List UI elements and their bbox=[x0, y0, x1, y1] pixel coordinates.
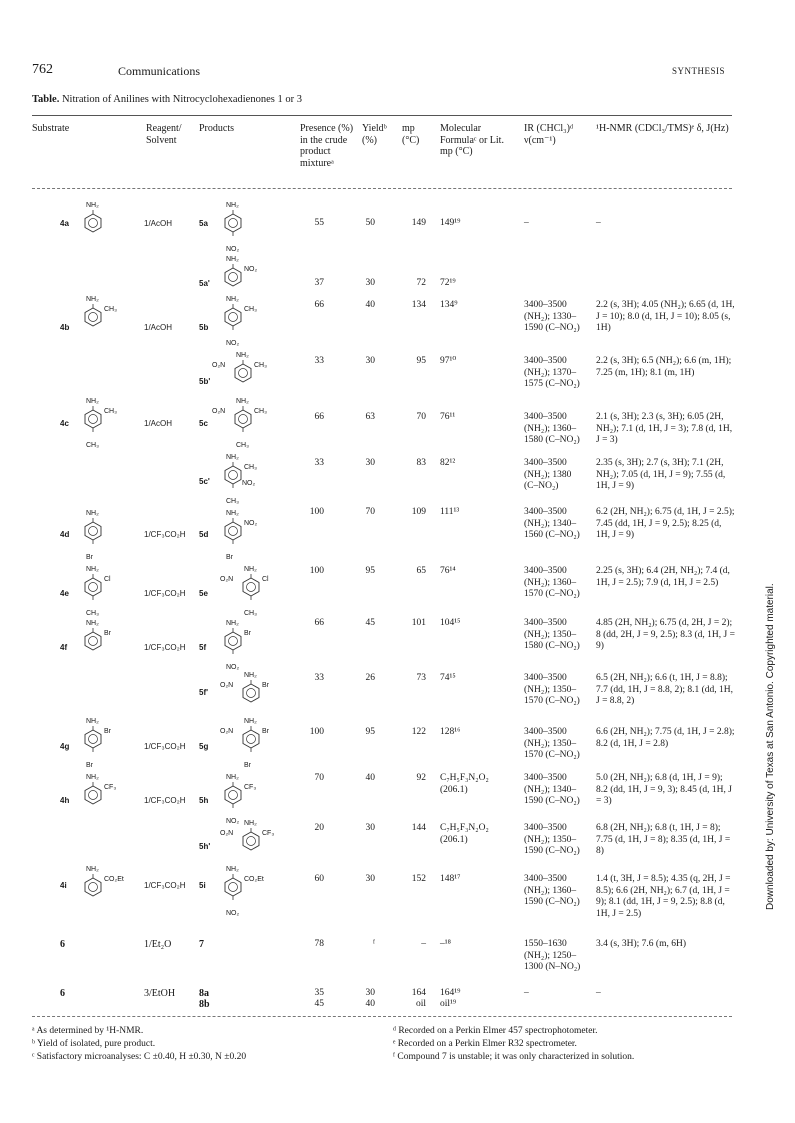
ir-cell: 3400–3500 (NH₂); 1380 (C–NO₂) bbox=[524, 458, 572, 491]
structure-4e: NH₂ Cl CH₃ bbox=[86, 566, 111, 617]
product-label: 5a bbox=[199, 219, 208, 228]
product-label: 5b bbox=[199, 323, 209, 332]
ir-cell: 3400–3500 (NH₂); 1360–1580 (C–NO₂) bbox=[524, 412, 580, 445]
ir-cell: 3400–3500 (NH₂); 1350–1590 (C–NO₂) bbox=[524, 823, 580, 856]
structure-5h-prime: O₂N NH₂ CF₃ bbox=[240, 820, 268, 854]
yield-cell: 30 bbox=[365, 278, 375, 288]
formula-cell: 128¹⁶ bbox=[440, 727, 461, 737]
col-yield: Yieldᵇ (%) bbox=[362, 123, 387, 146]
product-label: 5h' bbox=[199, 842, 211, 851]
formula-cell: 76¹⁴ bbox=[440, 566, 456, 576]
nmr-cell: 3.4 (s, 3H); 7.6 (m, 6H) bbox=[596, 939, 686, 949]
mp-cell: 101 bbox=[411, 618, 426, 628]
nmr-cell: 6.6 (2H, NH₂); 7.75 (d, 1H, J = 2.8); 8.2 (d, 1H, J = 2.8) bbox=[596, 727, 735, 749]
reagent-cell: 1/CF₃CO₂H bbox=[144, 742, 186, 751]
product-label: 8a bbox=[199, 988, 209, 999]
yield-cell: 30 bbox=[365, 874, 375, 884]
mp-cell: 65 bbox=[416, 566, 426, 576]
ir-cell: 3400–3500 (NH₂); 1340–1560 (C–NO₂) bbox=[524, 507, 580, 540]
product-label: 5a' bbox=[199, 279, 210, 288]
formula-cell: 97¹⁰ bbox=[440, 356, 457, 366]
nmr-cell: 6.5 (2H, NH₂); 6.6 (t, 1H, J = 8.8); 7.7 (dd, 1H, J = 8.8, 2); 8.1 (dd, 1H, J = 8.8, 2) bbox=[596, 673, 734, 706]
structure-5a: NH₂ NO₂ bbox=[226, 202, 240, 253]
mp-cell: oil bbox=[415, 999, 426, 1009]
structure-5c-prime: NH₂ CH₃ NO₂ CH₃ bbox=[226, 454, 257, 505]
formula-cell: oil¹⁹ bbox=[440, 999, 457, 1009]
structure-5b-prime: O₂N NH₂ CH₃ bbox=[232, 352, 260, 386]
section-title: Communications bbox=[118, 64, 200, 78]
formula-cell: –¹⁸ bbox=[440, 939, 451, 949]
reagent-cell: 1/AcOH bbox=[144, 419, 173, 428]
yield-cell: 40 bbox=[365, 999, 375, 1009]
ir-cell: 3400–3500 (NH₂); 1370–1575 (C–NO₂) bbox=[524, 356, 580, 389]
reagent-cell: 3/EtOH bbox=[144, 988, 176, 999]
presence-cell: 20 bbox=[314, 823, 324, 833]
substrate-label: 4e bbox=[60, 589, 69, 598]
substrate-label: 4i bbox=[60, 881, 67, 890]
formula-cell: 74¹⁵ bbox=[440, 673, 456, 683]
yield-cell: 50 bbox=[365, 218, 375, 228]
yield-cell: 26 bbox=[365, 673, 375, 683]
ir-cell: 3400–3500 (NH₂); 1360–1590 (C–NO₂) bbox=[524, 874, 580, 907]
yield-cell: 30 bbox=[365, 988, 375, 998]
mp-cell: 144 bbox=[411, 823, 426, 833]
caption-text: Nitration of Anilines with Nitrocyclohexadienones 1 or 3 bbox=[59, 94, 302, 105]
presence-cell: 100 bbox=[309, 727, 324, 737]
product-label: 5d bbox=[199, 530, 209, 539]
nmr-cell: 6.8 (2H, NH₂); 6.8 (t, 1H, J = 8); 7.75 (d, 1H, J = 8); 8.35 (d, 1H, J = 8) bbox=[596, 823, 731, 856]
structure-4i: NH₂ CO₂Et bbox=[82, 866, 110, 900]
footnote-f: ᶠ Compound 7 is unstable; it was only characterized in solution. bbox=[393, 1052, 635, 1062]
col-nmr: ¹H-NMR (CDCl₃/TMS)ᵉ δ, J(Hz) bbox=[596, 123, 729, 134]
nmr-cell: 2.1 (s, 3H); 2.3 (s, 3H); 6.05 (2H, NH₂); 7.1 (d, 1H, J = 3); 7.8 (d, 1H, J = 3) bbox=[596, 412, 733, 445]
presence-cell: 66 bbox=[314, 300, 324, 310]
reagent-cell: 1/CF₃CO₂H bbox=[144, 881, 186, 890]
yield-cell: 63 bbox=[365, 412, 375, 422]
presence-cell: 35 bbox=[314, 988, 324, 998]
product-label: 5c' bbox=[199, 477, 210, 486]
mp-cell: 152 bbox=[411, 874, 426, 884]
formula-cell: C₇H₅F₃N₂O₂ (206.1) bbox=[440, 773, 489, 795]
ir-cell: 3400–3500 (NH₂); 1350–1570 (C–NO₂) bbox=[524, 727, 580, 760]
col-ir: IR (CHCl₃)ᵈ ν(cm⁻¹) bbox=[524, 123, 574, 146]
col-mp: mp (°C) bbox=[402, 123, 420, 146]
reagent-cell: 1/Et₂O bbox=[144, 939, 172, 950]
structure-5i: NH₂ CO₂Et NO₂ bbox=[226, 866, 264, 917]
presence-cell: 55 bbox=[314, 218, 324, 228]
nmr-cell: 2.35 (s, 3H); 2.7 (s, 3H); 7.1 (2H, NH₂); 7.05 (d, 1H, J = 9); 7.55 (d, 1H, J = 9) bbox=[596, 458, 726, 491]
presence-cell: 66 bbox=[314, 618, 324, 628]
yield-cell: 30 bbox=[365, 458, 375, 468]
mp-cell: 109 bbox=[411, 507, 426, 517]
nmr-cell: 5.0 (2H, NH₂); 6.8 (d, 1H, J = 9); 8.2 (dd, 1H, J = 9, 3); 8.45 (d, 1H, J = 3) bbox=[596, 773, 732, 806]
header-rule bbox=[32, 188, 732, 189]
formula-cell: C₇H₅F₃N₂O₂ (206.1) bbox=[440, 823, 489, 845]
formula-cell: 148¹⁷ bbox=[440, 874, 461, 884]
mp-cell: 95 bbox=[416, 356, 426, 366]
ir-cell: 3400–3500 (NH₂); 1350–1580 (C–NO₂) bbox=[524, 618, 580, 651]
col-reagent: Reagent/ Solvent bbox=[146, 123, 182, 146]
structure-4c: NH₂ CH₃ CH₃ bbox=[86, 398, 117, 449]
presence-cell: 37 bbox=[314, 278, 324, 288]
reagent-cell: 1/CF₃CO₂H bbox=[144, 589, 186, 598]
presence-cell: 60 bbox=[314, 874, 324, 884]
yield-cell: 45 bbox=[365, 618, 375, 628]
nmr-cell: 2.2 (s, 3H); 4.05 (NH₂); 6.65 (d, 1H, J = 10); 8.0 (d, 1H, J = 10); 8.05 (s, 1H) bbox=[596, 300, 735, 333]
mp-cell: 72 bbox=[416, 278, 426, 288]
mp-cell: 164 bbox=[411, 988, 426, 998]
yield-cell: 30 bbox=[365, 356, 375, 366]
presence-cell: 70 bbox=[314, 773, 324, 783]
presence-cell: 78 bbox=[314, 939, 324, 949]
structure-5c: O₂N NH₂ CH₃ CH₃ bbox=[212, 398, 267, 449]
formula-cell: 76¹¹ bbox=[440, 412, 456, 422]
presence-cell: 100 bbox=[309, 507, 324, 517]
mp-cell: 122 bbox=[411, 727, 426, 737]
page-number: 762 bbox=[32, 62, 53, 77]
substrate-label: 4d bbox=[60, 530, 70, 539]
ir-cell: 3400–3500 (NH₂); 1350–1570 (C–NO₂) bbox=[524, 673, 580, 706]
mp-cell: – bbox=[421, 939, 426, 949]
product-label: 5c bbox=[199, 419, 208, 428]
product-label: 5i bbox=[199, 881, 206, 890]
product-label: 5e bbox=[199, 589, 208, 598]
yield-cell: 40 bbox=[365, 773, 375, 783]
reagent-cell: 1/CF₃CO₂H bbox=[144, 796, 186, 805]
product-label: 5b' bbox=[199, 377, 211, 386]
yield-cell: 70 bbox=[365, 507, 375, 517]
structure-4a: NH₂ bbox=[82, 202, 110, 236]
reagent-cell: 1/AcOH bbox=[144, 323, 173, 332]
structure-5e: O₂N NH₂ Cl CH₃ bbox=[220, 566, 269, 617]
journal-name: SYNTHESIS bbox=[671, 66, 725, 76]
footnote-a: ᵃ As determined by ¹H-NMR. bbox=[32, 1026, 144, 1036]
formula-cell: 149¹⁹ bbox=[440, 218, 461, 228]
formula-cell: 104¹⁵ bbox=[440, 618, 461, 628]
table-caption bbox=[32, 94, 302, 105]
ir-cell: – bbox=[524, 218, 529, 228]
table-top-rule bbox=[32, 115, 732, 116]
nmr-cell: – bbox=[596, 218, 601, 228]
reagent-cell: 1/AcOH bbox=[144, 219, 173, 228]
product-label: 5g bbox=[199, 742, 209, 751]
formula-cell: 134⁹ bbox=[440, 300, 458, 310]
presence-cell: 33 bbox=[314, 458, 324, 468]
product-label: 5f' bbox=[199, 688, 209, 697]
col-substrate: Substrate bbox=[32, 123, 70, 134]
presence-cell: 33 bbox=[314, 673, 324, 683]
structure-5d: NH₂ NO₂ Br bbox=[226, 510, 258, 561]
formula-cell: 164¹⁹ bbox=[440, 988, 461, 998]
structure-5b: NH₂ CH₃ NO₂ bbox=[226, 296, 257, 347]
structure-4b: NH₂ CH₃ bbox=[82, 296, 110, 330]
structure-4f: NH₂ Br bbox=[82, 620, 110, 654]
substrate-label: 4b bbox=[60, 323, 70, 332]
yield-cell: ᶠ bbox=[373, 939, 375, 949]
mp-cell: 70 bbox=[416, 412, 426, 422]
product-label: 7 bbox=[199, 939, 204, 950]
ir-cell: 3400–3500 (NH₂); 1360–1570 (C–NO₂) bbox=[524, 566, 580, 599]
substrate-label: 4a bbox=[60, 219, 69, 228]
table-bottom-rule bbox=[32, 1016, 732, 1017]
yield-cell: 40 bbox=[365, 300, 375, 310]
formula-cell: 111¹³ bbox=[440, 507, 460, 517]
reagent-cell: 1/CF₃CO₂H bbox=[144, 530, 186, 539]
structure-4h: NH₂ CF₃ bbox=[82, 774, 110, 808]
formula-cell: 82¹² bbox=[440, 458, 456, 468]
nmr-cell: 2.2 (s, 3H); 6.5 (NH₂); 6.6 (m, 1H); 7.25 (m, 1H); 8.1 (m, 1H) bbox=[596, 356, 732, 378]
structure-5f-prime: O₂N NH₂ Br bbox=[240, 672, 268, 706]
mp-cell: 149 bbox=[411, 218, 426, 228]
mp-cell: 134 bbox=[411, 300, 426, 310]
ir-cell: – bbox=[524, 988, 529, 998]
substrate-label: 6 bbox=[60, 939, 65, 950]
substrate-label: 4g bbox=[60, 742, 70, 751]
col-formula: Molecular Formulaᶜ or Lit. mp (°C) bbox=[440, 123, 504, 157]
mp-cell: 73 bbox=[416, 673, 426, 683]
ir-cell: 3400–3500 (NH₂); 1330–1590 (C–NO₂) bbox=[524, 300, 580, 333]
substrate-label: 4h bbox=[60, 796, 70, 805]
ir-cell: 3400–3500 (NH₂); 1340–1590 (C–NO₂) bbox=[524, 773, 580, 806]
substrate-label: 4f bbox=[60, 643, 68, 652]
col-presence: Presence (%) in the crude product mixtureᵃ bbox=[300, 123, 354, 169]
caption-label: Table. bbox=[32, 94, 60, 105]
formula-cell: 72¹⁹ bbox=[440, 278, 456, 288]
structure-5a-prime: NH₂ NO₂ bbox=[222, 256, 250, 290]
mp-cell: 83 bbox=[416, 458, 426, 468]
nmr-cell: 6.2 (2H, NH₂); 6.75 (d, 1H, J = 2.5); 7.45 (dd, 1H, J = 9, 2.5); 8.25 (d, 1H, J = 9) bbox=[596, 507, 735, 540]
product-label: 5f bbox=[199, 643, 207, 652]
substrate-label: 4c bbox=[60, 419, 69, 428]
footnote-c: ᶜ Satisfactory microanalyses: C ±0.40, H ±0.30, N ±0.20 bbox=[32, 1052, 247, 1062]
presence-cell: 45 bbox=[314, 999, 324, 1009]
nmr-cell: 1.4 (t, 3H, J = 8.5); 4.35 (q, 2H, J = 8.5); 6.6 (2H, NH₂); 6.7 (d, 1H, J = 9); 8.1 (dd, 1H, J = 9, 2.5); 8.8 (d, 1H, J = 2.5) bbox=[596, 874, 731, 919]
product-label: 8b bbox=[199, 999, 210, 1010]
structure-5f: NH₂ Br NO₂ bbox=[226, 620, 251, 671]
structure-5h: NH₂ CF₃ NO₂ bbox=[226, 774, 257, 825]
nmr-cell: 2.25 (s, 3H); 6.4 (2H, NH₂); 7.4 (d, 1H, J = 2.5); 7.9 (d, 1H, J = 2.5) bbox=[596, 566, 730, 588]
download-watermark: Downloaded by: University of Texas at San Antonio. Copyrighted material. bbox=[765, 583, 776, 910]
presence-cell: 33 bbox=[314, 356, 324, 366]
yield-cell: 95 bbox=[365, 727, 375, 737]
yield-cell: 30 bbox=[365, 823, 375, 833]
footnote-b: ᵇ Yield of isolated, pure product. bbox=[32, 1039, 156, 1049]
col-products: Products bbox=[199, 123, 234, 134]
footnote-d: ᵈ Recorded on a Perkin Elmer 457 spectrophotometer. bbox=[393, 1026, 598, 1036]
structure-4g: NH₂ Br Br bbox=[86, 718, 111, 769]
structure-5g: O₂N NH₂ Br Br bbox=[220, 718, 269, 769]
product-label: 5h bbox=[199, 796, 209, 805]
yield-cell: 95 bbox=[365, 566, 375, 576]
structure-4d: NH₂ Br bbox=[82, 510, 110, 554]
reagent-cell: 1/CF₃CO₂H bbox=[144, 643, 186, 652]
presence-cell: 66 bbox=[314, 412, 324, 422]
nmr-cell: 4.85 (2H, NH₂); 6.75 (d, 2H, J = 2); 8 (dd, 2H, J = 9, 2.5); 8.3 (d, 1H, J = 9) bbox=[596, 618, 735, 651]
substrate-label: 6 bbox=[60, 988, 65, 999]
footnote-e: ᵉ Recorded on a Perkin Elmer R32 spectrometer. bbox=[393, 1039, 577, 1049]
nmr-cell: – bbox=[596, 988, 601, 998]
presence-cell: 100 bbox=[309, 566, 324, 576]
ir-cell: 1550–1630 (NH₂); 1250–1300 (N–NO₂) bbox=[524, 939, 581, 972]
mp-cell: 92 bbox=[416, 773, 426, 783]
